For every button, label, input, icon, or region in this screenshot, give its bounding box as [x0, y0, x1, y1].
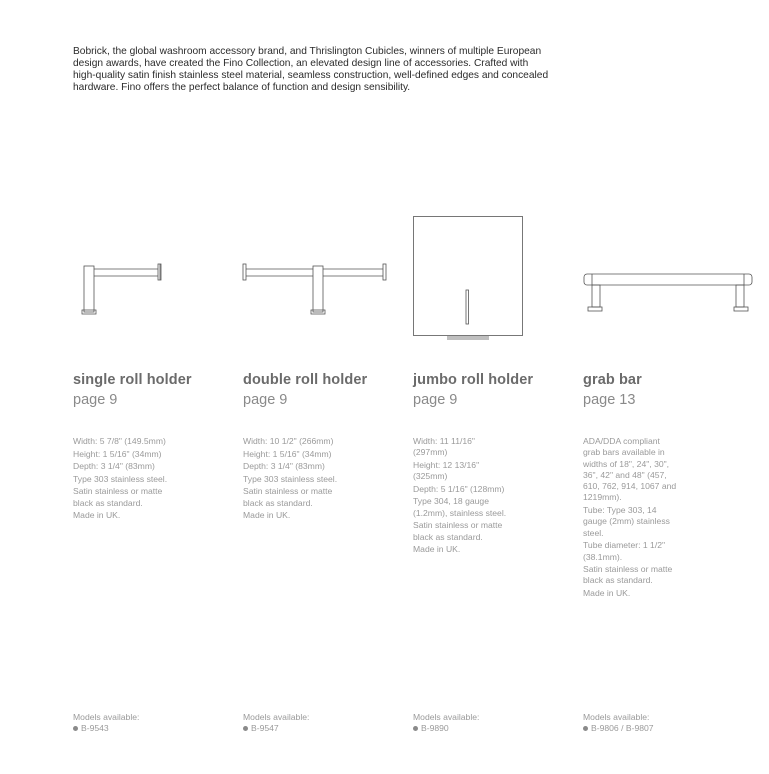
product-page-ref: page 9 — [413, 392, 458, 408]
models-label: Models available: — [583, 712, 650, 722]
spec-line: ADA/DDA compliant grab bars available in widths of 18", 24", 30", 36", 42" and 48" (457, 610, 762, 914, 1067 and 1219mm). — [583, 436, 677, 503]
spec-line: Width: 10 1/2" (266mm) — [243, 436, 334, 446]
models-label: Models available: — [413, 712, 480, 722]
grab-bar-drawing — [582, 270, 754, 320]
models-available — [243, 712, 309, 735]
models-available — [413, 712, 479, 735]
spec-line: Made in UK. — [413, 544, 461, 555]
jumbo-roll-holder-drawing — [413, 216, 525, 340]
spec-line: Tube: Type 303, 14 gauge (2mm) stainless steel. — [583, 505, 670, 538]
product-title: single roll holder — [73, 372, 192, 388]
product-page-ref: page 13 — [583, 392, 636, 408]
product-specs — [73, 436, 169, 523]
spec-line: Type 303 stainless steel. — [243, 473, 338, 484]
spec-line: Width: 5 7/8" (149.5mm) — [73, 436, 166, 446]
spec-line: Height: 1 5/16" (34mm) — [73, 448, 162, 459]
product-title: double roll holder — [243, 372, 368, 388]
spec-line: Made in UK. — [243, 510, 291, 521]
bullet-icon — [73, 726, 78, 731]
spec-line: Satin stainless or matte black as standard. — [243, 486, 333, 508]
spec-line: Depth: 5 1/16" (128mm) — [413, 483, 505, 494]
bullet-icon — [583, 726, 588, 731]
bullet-icon — [243, 726, 248, 731]
product-title: grab bar — [583, 372, 642, 388]
spec-line: Satin stainless or matte black as standard. — [413, 520, 503, 542]
model-number: B-9547 — [251, 723, 279, 734]
spec-line: Type 304, 18 gauge (1.2mm), stainless steel. — [413, 496, 507, 518]
product-specs — [583, 436, 679, 601]
spec-line: Satin stainless or matte black as standard. — [73, 486, 163, 508]
models-label: Models available: — [243, 712, 310, 722]
product-page-ref: page 9 — [243, 392, 288, 408]
spec-line: Height: 1 5/16" (34mm) — [243, 448, 332, 459]
model-number: B-9890 — [421, 723, 449, 734]
model-number: B-9806 / B-9807 — [591, 723, 654, 734]
spec-line: Height: 12 13/16" (325mm) — [413, 459, 480, 482]
models-available — [583, 712, 654, 735]
product-specs — [243, 436, 339, 523]
models-available — [73, 712, 139, 735]
product-title: jumbo roll holder — [413, 372, 534, 388]
spec-line: Made in UK. — [583, 588, 631, 599]
spec-line: Depth: 3 1/4" (83mm) — [73, 461, 155, 472]
spec-line: Width: 11 11/16" (297mm) — [413, 436, 475, 458]
models-label: Models available: — [73, 712, 140, 722]
product-page-ref: page 9 — [73, 392, 118, 408]
bullet-icon — [413, 726, 418, 731]
spec-line: Satin stainless or matte black as standard. — [583, 564, 673, 586]
model-number: B-9543 — [81, 723, 109, 734]
spec-line: Tube diameter: 1 1/2" (38.1mm). — [583, 540, 666, 562]
double-roll-holder-drawing — [243, 262, 393, 320]
spec-line: Depth: 3 1/4" (83mm) — [243, 461, 325, 472]
intro-paragraph: Bobrick, the global washroom accessory brand, and Thrislington Cubicles, winners of multiple European design awards, have created the Fino Collection, an elevated design line of accessories. Crafted with high-quality satin finish stainless steel material, seamless construction, well-defined edges and concealed hardware. Fino offers the perfect balance of function and design sensibility. — [73, 46, 549, 93]
product-specs — [413, 436, 509, 557]
spec-line: Type 303 stainless steel. — [73, 473, 168, 484]
spec-line: Made in UK. — [73, 510, 121, 521]
single-roll-holder-drawing — [80, 262, 170, 320]
